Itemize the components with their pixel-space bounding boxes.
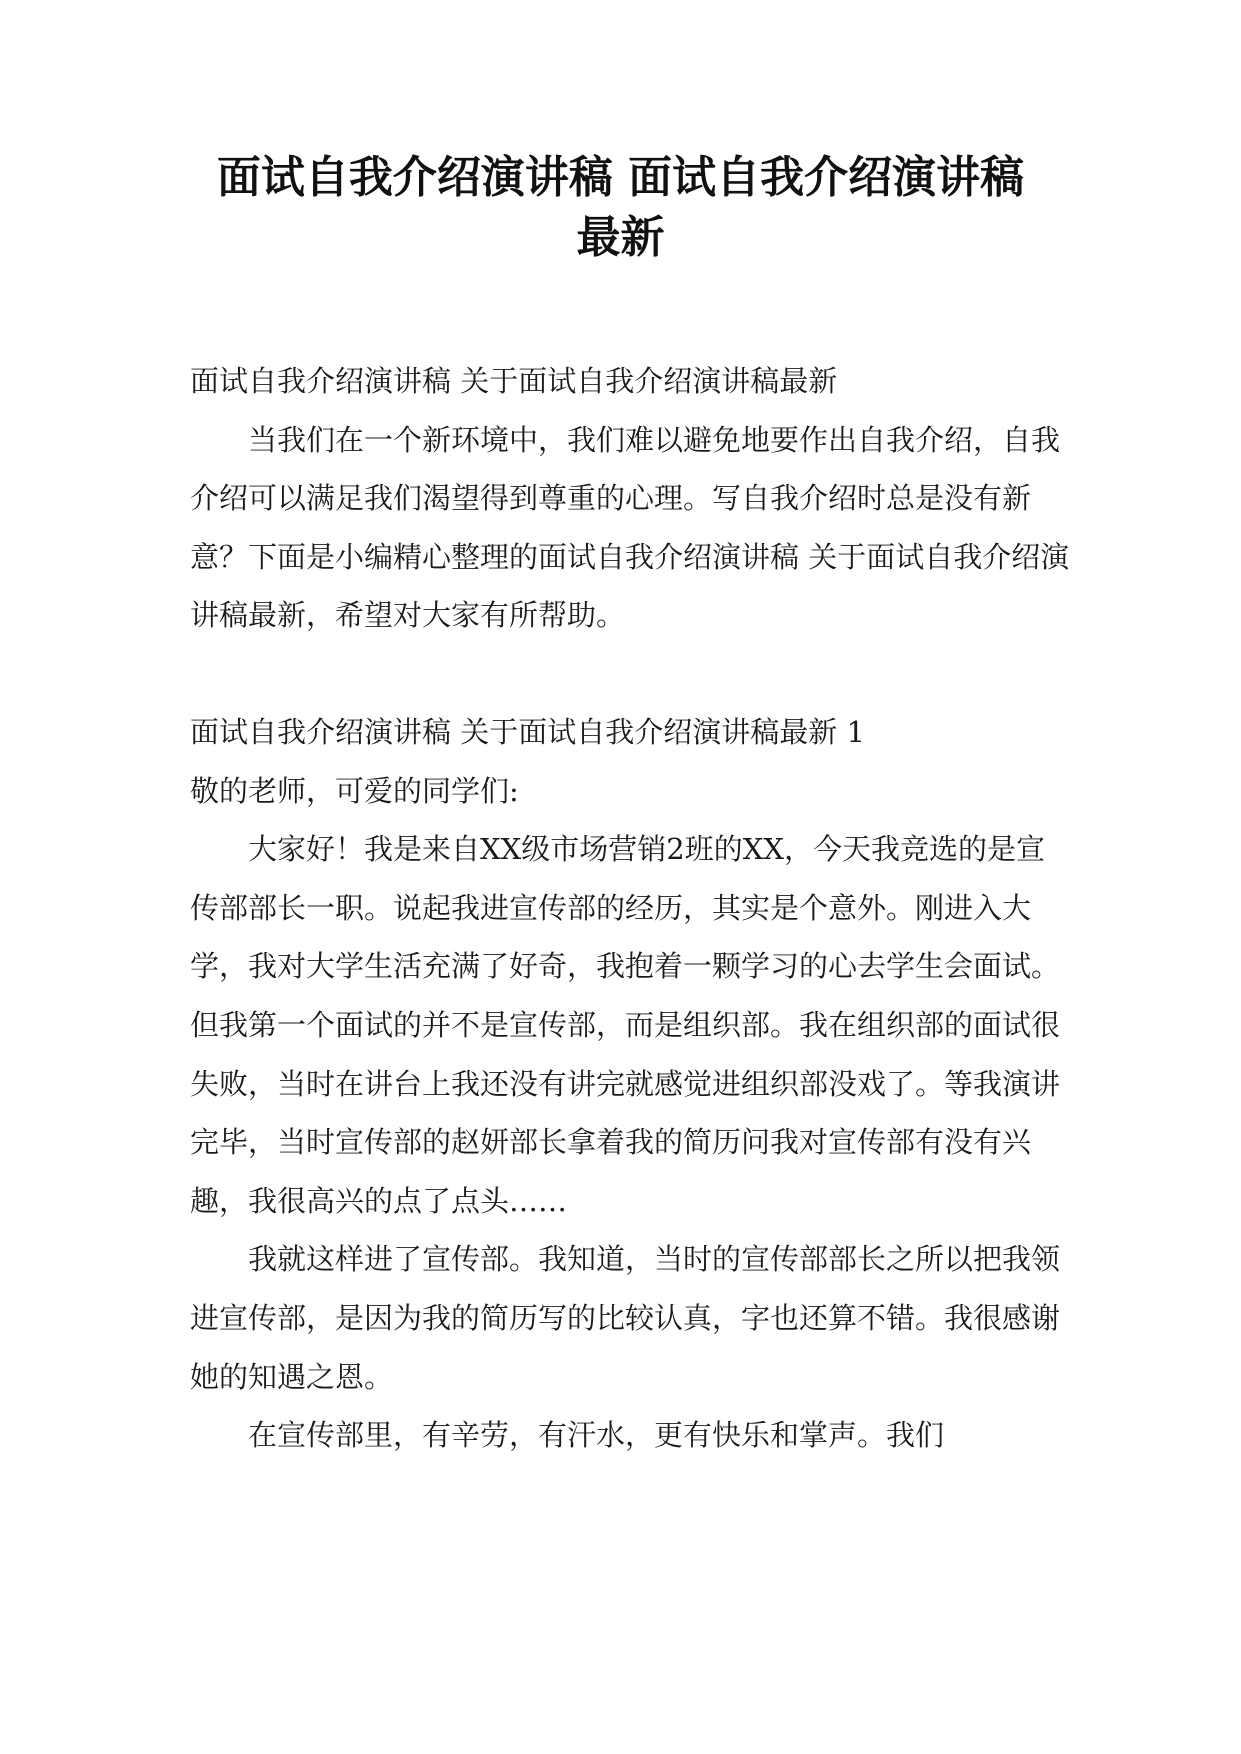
title-line-2: 最新 [576,212,665,263]
intro-paragraph: 当我们在一个新环境中，我们难以避免地要作出自我介绍，自我介绍可以满足我们渴望得到尊重的心理。写自我介绍时总是没有新意？下面是小编精心整理的面试自我介绍演讲稿 关于面试自我介绍演讲稿最新，希望对大家有所帮助。 [190,422,1070,633]
title-line-1: 面试自我介绍演讲稿 面试自我介绍演讲稿 [216,152,1025,203]
section-1-heading: 面试自我介绍演讲稿 关于面试自我介绍演讲稿最新 1 [190,714,865,749]
greeting-line: 敬的老师，可爱的同学们: [190,773,519,808]
section-spacer [190,645,1070,703]
body-paragraph-2: 我就这样进了宣传部。我知道，当时的宣传部部长之所以把我领进宣传部，是因为我的简历写的比较认真，字也还算不错。我很感谢她的知遇之恩。 [190,1242,1061,1394]
document-body [190,352,1070,1465]
body-paragraph-1: 大家好！我是来自XX级市场营销2班的XX，今天我竞选的是宣传部部长一职。说起我进宣传部的经历，其实是个意外。刚进入大学，我对大学生活充满了好奇，我抱着一颗学习的心去学生会面试。但我第一个面试的并不是宣传部，而是组织部。我在组织部的面试很失败，当时在讲台上我还没有讲完就感觉进组织部没戏了。等我演讲完毕，当时宣传部的赵妍部长拿着我的简历问我对宣传部有没有兴趣，我很高兴的点了点头…… [190,832,1061,1218]
body-paragraph-3: 在宣传部里，有辛劳，有汗水，更有快乐和掌声。我们 [248,1418,945,1453]
document-title [150,148,1091,268]
intro-heading: 面试自我介绍演讲稿 关于面试自我介绍演讲稿最新 [190,364,838,398]
